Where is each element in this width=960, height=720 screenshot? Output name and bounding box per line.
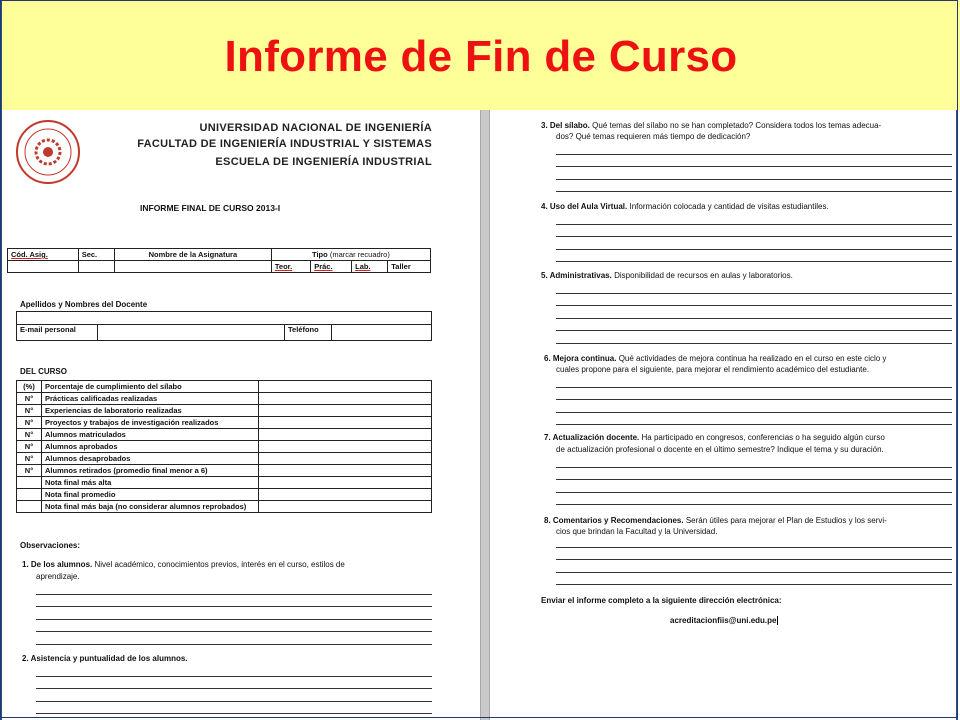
curso-row-value[interactable] (259, 417, 432, 429)
answer-line[interactable] (556, 455, 952, 468)
answer-line[interactable] (36, 632, 432, 645)
curso-row (17, 477, 432, 489)
s8-line (544, 516, 887, 525)
observations-label: Observaciones: (20, 541, 81, 550)
s8-text2: cios que brindan la Facultad y la Universidad. (556, 527, 718, 536)
s6-text2: cuales propone para el siguiente, para mejorar el rendimiento académico del estudiante. (556, 365, 870, 374)
answer-line[interactable] (556, 306, 952, 319)
curso-row-key[interactable]: N° (17, 405, 42, 417)
s6-line (544, 354, 886, 363)
phone-cell[interactable] (332, 325, 432, 341)
s5-title: 5. Administrativas. (541, 271, 612, 280)
curso-row-label: Alumnos matriculados (42, 429, 259, 441)
curso-row-label: Alumnos desaprobados (42, 453, 259, 465)
contact-email[interactable]: acreditacionfiis@uni.edu.pe (670, 616, 777, 625)
obs1-text: Nivel académico, conocimientos previos, interés en el curso, estilos de (94, 560, 345, 569)
curso-row-label: Porcentaje de cumplimiento del sílabo (42, 381, 259, 393)
sec-header: Sec. (78, 249, 114, 261)
curso-row-value[interactable] (259, 429, 432, 441)
cod-asig-cell[interactable] (8, 261, 79, 273)
teacher-label: Apellidos y Nombres del Docente (20, 300, 148, 309)
curso-row (17, 465, 432, 477)
teacher-table (16, 311, 432, 341)
s5-text: Disponibilidad de recursos en aulas y laboratorios. (614, 271, 793, 280)
teacher-name-cell[interactable] (17, 312, 432, 325)
answer-line[interactable] (36, 607, 432, 620)
curso-row-key[interactable]: N° (17, 417, 42, 429)
s6-text: Qué actividades de mejora continua ha realizado en el curso en este ciclo y (618, 354, 887, 363)
s8-answer-lines (556, 535, 952, 585)
curso-row-label: Nota final más alta (42, 477, 259, 489)
sec-cell[interactable] (78, 261, 114, 273)
curso-row-key[interactable]: (%) (17, 381, 42, 393)
s7-text: Ha participado en congresos, conferencias o ha seguido algún curso (641, 433, 885, 442)
curso-row-value[interactable] (259, 393, 432, 405)
report-title: INFORME FINAL DE CURSO 2013-I (140, 203, 281, 213)
answer-line[interactable] (36, 582, 432, 595)
s4-title: 4. Uso del Aula Virtual. (541, 202, 628, 211)
course-table (7, 248, 431, 273)
curso-row-key[interactable]: N° (17, 441, 42, 453)
curso-row-value[interactable] (259, 381, 432, 393)
curso-row (17, 405, 432, 417)
obs2-answer-lines (36, 664, 432, 714)
s7-title: 7. Actualización docente. (544, 433, 640, 442)
cod-asig-label: Cód. Asig. (11, 250, 48, 259)
curso-row (17, 453, 432, 465)
answer-line[interactable] (556, 573, 952, 586)
answer-line[interactable] (556, 560, 952, 573)
curso-row-key[interactable] (17, 501, 42, 513)
curso-row (17, 393, 432, 405)
answer-line[interactable] (556, 155, 952, 168)
faculty-name: FACULTAD DE INGENIERÍA INDUSTRIAL Y SISTEMAS (137, 138, 432, 150)
s7-line (544, 433, 885, 442)
curso-row-value[interactable] (259, 441, 432, 453)
s3-text2: dos? Qué temas requieren más tiempo de dedicación? (556, 132, 751, 141)
s3-answer-lines (556, 142, 952, 192)
answer-line[interactable] (556, 281, 952, 294)
answer-line[interactable] (556, 413, 952, 426)
curso-row (17, 501, 432, 513)
email-line (670, 616, 778, 625)
answer-line[interactable] (556, 142, 952, 155)
answer-line[interactable] (36, 702, 432, 715)
right-border (956, 110, 958, 720)
curso-row-value[interactable] (259, 501, 432, 513)
answer-line[interactable] (36, 595, 432, 608)
tipo-note: (marcar recuadro) (329, 250, 390, 259)
type-prac-label: Prác. (314, 262, 333, 271)
answer-line[interactable] (556, 468, 952, 481)
answer-line[interactable] (556, 331, 952, 344)
s8-title: 8. Comentarios y Recomendaciones. (544, 516, 684, 525)
school-name: ESCUELA DE INGENIERÍA INDUSTRIAL (215, 156, 432, 168)
s6-title: 6. Mejora continua. (544, 354, 617, 363)
curso-row-label: Proyectos y trabajos de investigación realizados (42, 417, 259, 429)
curso-row-label: Experiencias de laboratorio realizadas (42, 405, 259, 417)
curso-row-key[interactable] (17, 477, 42, 489)
curso-table (16, 380, 432, 513)
answer-line[interactable] (556, 212, 952, 225)
cod-asig-header (8, 249, 79, 261)
s5-answer-lines (556, 281, 952, 344)
answer-line[interactable] (556, 388, 952, 401)
s4-answer-lines (556, 212, 952, 262)
answer-line[interactable] (556, 400, 952, 413)
type-lab-label: Lab. (355, 262, 371, 271)
obs1-answer-lines (36, 582, 432, 645)
obs1-line (22, 560, 345, 569)
curso-row-value[interactable] (259, 489, 432, 501)
s4-line (541, 202, 829, 211)
answer-line[interactable] (556, 548, 952, 561)
answer-line[interactable] (556, 319, 952, 332)
type-taller[interactable] (388, 261, 431, 273)
curso-row-value[interactable] (259, 465, 432, 477)
curso-row-key[interactable]: N° (17, 393, 42, 405)
answer-line[interactable] (556, 250, 952, 263)
answer-line[interactable] (556, 375, 952, 388)
tipo-header (271, 249, 430, 261)
answer-line[interactable] (36, 620, 432, 633)
s6-answer-lines (556, 375, 952, 425)
curso-row-label: Nota final promedio (42, 489, 259, 501)
left-border (0, 110, 2, 720)
curso-row-label: Prácticas calificadas realizadas (42, 393, 259, 405)
course-name-header: Nombre de la Asignatura (114, 249, 271, 261)
answer-line[interactable] (556, 180, 952, 193)
curso-row-key[interactable]: N° (17, 465, 42, 477)
phone-label: Teléfono (285, 325, 332, 341)
s3-text: Qué temas del sílabo no se han completado? Considera todos los temas adecua- (592, 121, 882, 130)
answer-line[interactable] (36, 689, 432, 702)
title-bar (0, 0, 960, 110)
answer-line[interactable] (556, 167, 952, 180)
course-name-cell[interactable] (114, 261, 271, 273)
send-instructions: Enviar el informe completo a la siguiente dirección electrónica: (541, 596, 782, 605)
s4-text: Información colocada y cantidad de visitas estudiantiles. (629, 202, 829, 211)
email-label: E-mail personal (17, 325, 98, 341)
text-cursor (777, 616, 778, 625)
answer-line[interactable] (556, 237, 952, 250)
page-separator (480, 110, 490, 720)
answer-line[interactable] (556, 493, 952, 506)
answer-line[interactable] (36, 664, 432, 677)
s5-line (541, 271, 793, 280)
curso-row-key[interactable]: N° (17, 429, 42, 441)
type-lab[interactable] (352, 261, 388, 273)
curso-row (17, 489, 432, 501)
curso-row (17, 381, 432, 393)
answer-line[interactable] (36, 677, 432, 690)
answer-line[interactable] (556, 535, 952, 548)
s7-text2: de actualización profesional o docente en el último semestre? Indique el tema y su duración. (556, 445, 884, 454)
answer-line[interactable] (556, 480, 952, 493)
curso-row (17, 429, 432, 441)
type-prac[interactable] (311, 261, 352, 273)
curso-row (17, 417, 432, 429)
curso-row-key[interactable]: N° (17, 453, 42, 465)
obs2-title: 2. Asistencia y puntualidad de los alumnos. (22, 654, 188, 663)
del-curso-label: DEL CURSO (20, 367, 67, 376)
slide-title: Informe de Fin de Curso (224, 32, 738, 81)
type-teor-label: Teor. (274, 262, 293, 271)
university-name: UNIVERSIDAD NACIONAL DE INGENIERÍA (199, 122, 432, 134)
curso-row-value[interactable] (259, 405, 432, 417)
curso-row-key[interactable] (17, 489, 42, 501)
s8-text: Serán útiles para mejorar el Plan de Estudios y los servi- (685, 516, 887, 525)
s7-answer-lines (556, 455, 952, 505)
email-cell[interactable] (98, 325, 285, 341)
s3-title: 3. Del sílabo. (541, 121, 590, 130)
answer-line[interactable] (556, 294, 952, 307)
curso-row-label: Alumnos aprobados (42, 441, 259, 453)
type-taller-label: Taller (391, 262, 411, 271)
answer-line[interactable] (556, 225, 952, 238)
curso-row-label: Nota final más baja (no considerar alumnos reprobados) (42, 501, 259, 513)
obs1-text2: aprendizaje. (36, 572, 80, 581)
obs1-title: 1. De los alumnos. (22, 560, 93, 569)
tipo-label: Tipo (312, 250, 328, 259)
curso-row (17, 441, 432, 453)
curso-row-value[interactable] (259, 453, 432, 465)
s3-line (541, 121, 881, 130)
curso-row-value[interactable] (259, 477, 432, 489)
curso-row-label: Alumnos retirados (promedio final menor a 6) (42, 465, 259, 477)
type-teor[interactable] (271, 261, 310, 273)
